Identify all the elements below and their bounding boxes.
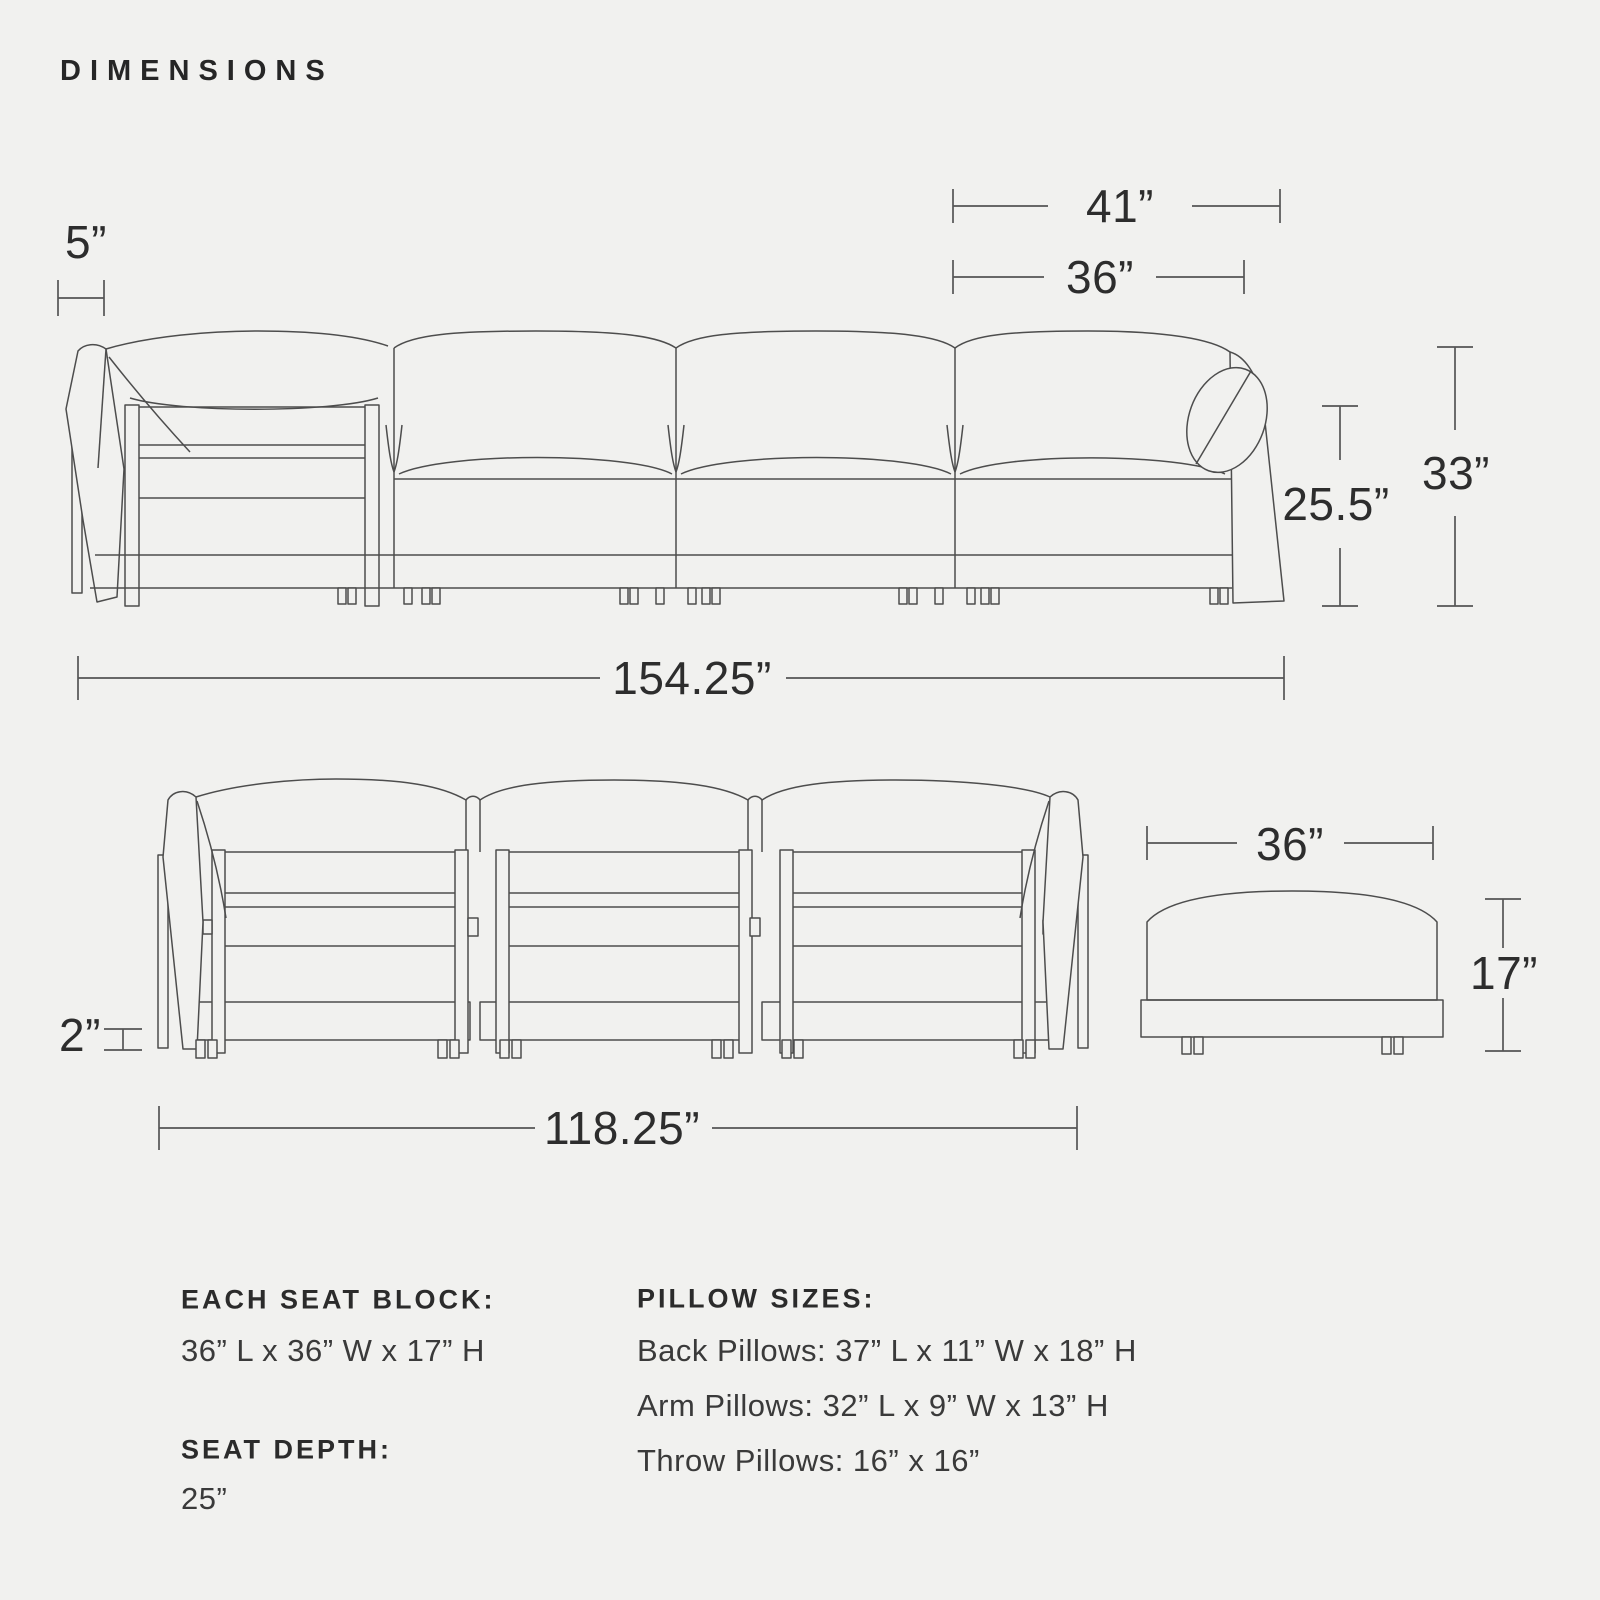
back-overall-width-label: 118.25” <box>543 1102 701 1154</box>
pillow-heading: PILLOW SIZES: <box>637 1283 876 1314</box>
sectional-back-drawing <box>158 779 1088 1058</box>
seat-block-value: 36” L x 36” W x 17” H <box>181 1333 485 1368</box>
module-width-label: 36” <box>1066 251 1134 303</box>
seat-depth-heading: SEAT DEPTH: <box>181 1434 393 1465</box>
back-left-arm <box>163 792 203 1049</box>
seat-back-height-label: 25.5” <box>1282 478 1390 530</box>
junction-sides <box>466 800 762 852</box>
leg-height-dim-line <box>104 1029 142 1050</box>
back-legs <box>196 1040 1035 1058</box>
arm-width-dim-line <box>58 280 104 316</box>
back-top-1 <box>196 779 466 800</box>
seat-block-heading: EACH SEAT BLOCK: <box>181 1284 496 1315</box>
connector-nubs <box>203 918 1052 936</box>
back-pillows-value: Back Pillows: 37” L x 11” W x 18” H <box>637 1333 1137 1368</box>
cushion-side-curves <box>386 425 963 472</box>
overall-width-label: 154.25” <box>612 652 772 704</box>
module-plus-arm-label: 41” <box>1086 180 1154 232</box>
back-cushion-top-4 <box>955 331 1230 352</box>
base-lines <box>90 555 1232 588</box>
front-legs <box>338 588 1228 604</box>
seat-cushion-arcs <box>399 458 1225 475</box>
back-frame-posts <box>212 850 1035 1053</box>
back-frame-rails <box>225 852 1022 946</box>
ottoman-height-label: 17” <box>1470 947 1538 999</box>
left-back-pillow-edge <box>109 357 190 452</box>
arm-pillows-value: Arm Pillows: 32” L x 9” W x 13” H <box>637 1388 1109 1423</box>
throw-pillows-value: Throw Pillows: 16” x 16” <box>637 1443 980 1478</box>
ottoman-width-label: 36” <box>1256 818 1324 870</box>
sectional-front-drawing <box>66 331 1284 606</box>
ottoman-drawing <box>1141 891 1443 1054</box>
arm-width-label: 5” <box>65 216 107 268</box>
back-view-dimension-lines <box>104 826 1521 1150</box>
leg-height-label: 2” <box>59 1009 101 1061</box>
back-cushion-top-2 <box>394 331 676 348</box>
corner-frame-rails <box>139 407 365 498</box>
corner-back-top <box>106 331 388 349</box>
overall-height-label: 33” <box>1422 447 1490 499</box>
back-base-bands <box>196 1002 1050 1040</box>
back-right-arm <box>1043 792 1083 1049</box>
corner-frame-posts <box>125 405 379 606</box>
ottoman-legs <box>1182 1037 1403 1054</box>
back-cushion-top-3 <box>676 331 955 348</box>
junction-notches <box>466 796 762 800</box>
ottoman-cushion <box>1147 891 1437 1000</box>
back-top-2 <box>480 780 748 800</box>
back-top-3 <box>762 780 1050 800</box>
page-title: DIMENSIONS <box>60 55 334 87</box>
seat-depth-value: 25” <box>181 1481 228 1516</box>
ottoman-base <box>1141 1000 1443 1037</box>
